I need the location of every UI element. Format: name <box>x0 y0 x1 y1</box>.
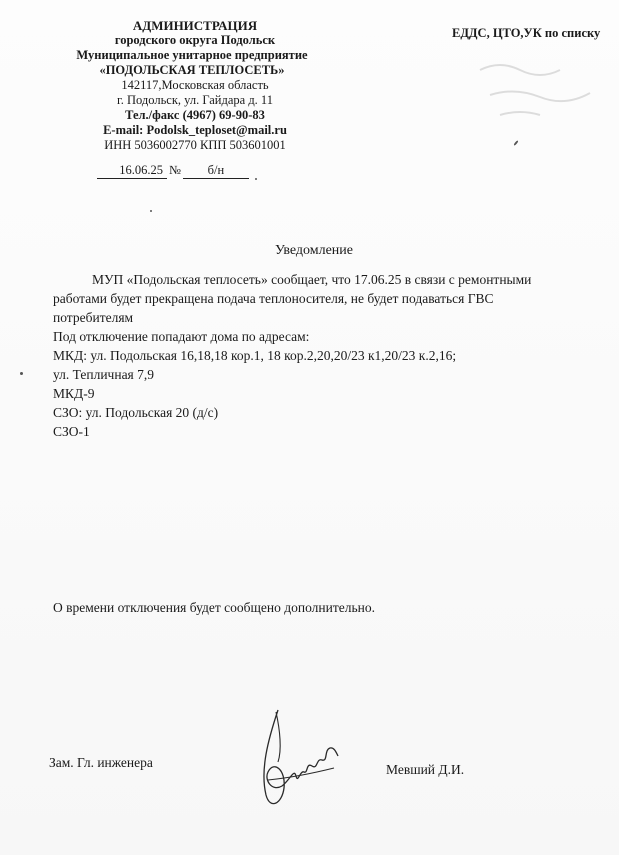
scan-speck <box>513 140 518 146</box>
header-address: г. Подольск, ул. Гайдара д. 11 <box>117 93 273 107</box>
header-phone: Тел./факс (4967) 69-90-83 <box>125 108 265 122</box>
body-paragraph-line-3: потребителям <box>53 310 134 325</box>
bleed-through-marks <box>470 40 619 130</box>
header-enterprise-type: Муниципальное унитарное предприятие <box>76 48 308 62</box>
header-region: 142117,Московская область <box>121 78 269 92</box>
date-line <box>97 163 249 179</box>
header-enterprise-name: «ПОДОЛЬСКАЯ ТЕПЛОСЕТЬ» <box>99 63 285 77</box>
header-admin: АДМИНИСТРАЦИЯ <box>132 18 258 33</box>
footer-note: О времени отключения будет сообщено дополнительно. <box>53 600 375 615</box>
address-teplichnaya: ул. Тепличная 7,9 <box>53 367 155 382</box>
scan-speck <box>255 178 257 180</box>
header-inn-kpp: ИНН 5036002770 КПП 503601001 <box>104 138 286 152</box>
addresses-intro: Под отключение попадают дома по адресам: <box>53 329 310 344</box>
address-mkd: МКД: ул. Подольская 16,18,18 кор.1, 18 кор.2,20,20/23 к1,20/23 к.2,16; <box>53 348 457 363</box>
scan-speck <box>20 372 23 375</box>
recipient: ЕДДС, ЦТО,УК по списку <box>452 26 601 40</box>
header-email: E-mail: Podolsk_teploset@mail.ru <box>103 123 287 137</box>
mkd-count: МКД-9 <box>53 386 95 401</box>
doc-number: б/н <box>183 163 249 179</box>
header-district: городского округа Подольск <box>114 33 276 47</box>
document-title: Уведомление <box>275 243 354 258</box>
address-szo: СЗО: ул. Подольская 20 (д/с) <box>53 405 219 420</box>
handwritten-signature <box>238 700 358 820</box>
body-paragraph-line-2: работами будет прекращена подача теплоносителя, не будет подаваться ГВС <box>53 291 494 306</box>
number-sign: № <box>169 163 181 177</box>
doc-date: 16.06.25 <box>97 163 167 179</box>
szo-count: СЗО-1 <box>53 424 90 439</box>
signer-name: Мевший Д.И. <box>386 762 465 777</box>
scan-speck <box>150 210 152 212</box>
body-paragraph-line-1: МУП «Подольская теплосеть» сообщает, что 17.06.25 в связи с ремонтными <box>92 272 532 287</box>
signer-position: Зам. Гл. инженера <box>49 755 153 770</box>
